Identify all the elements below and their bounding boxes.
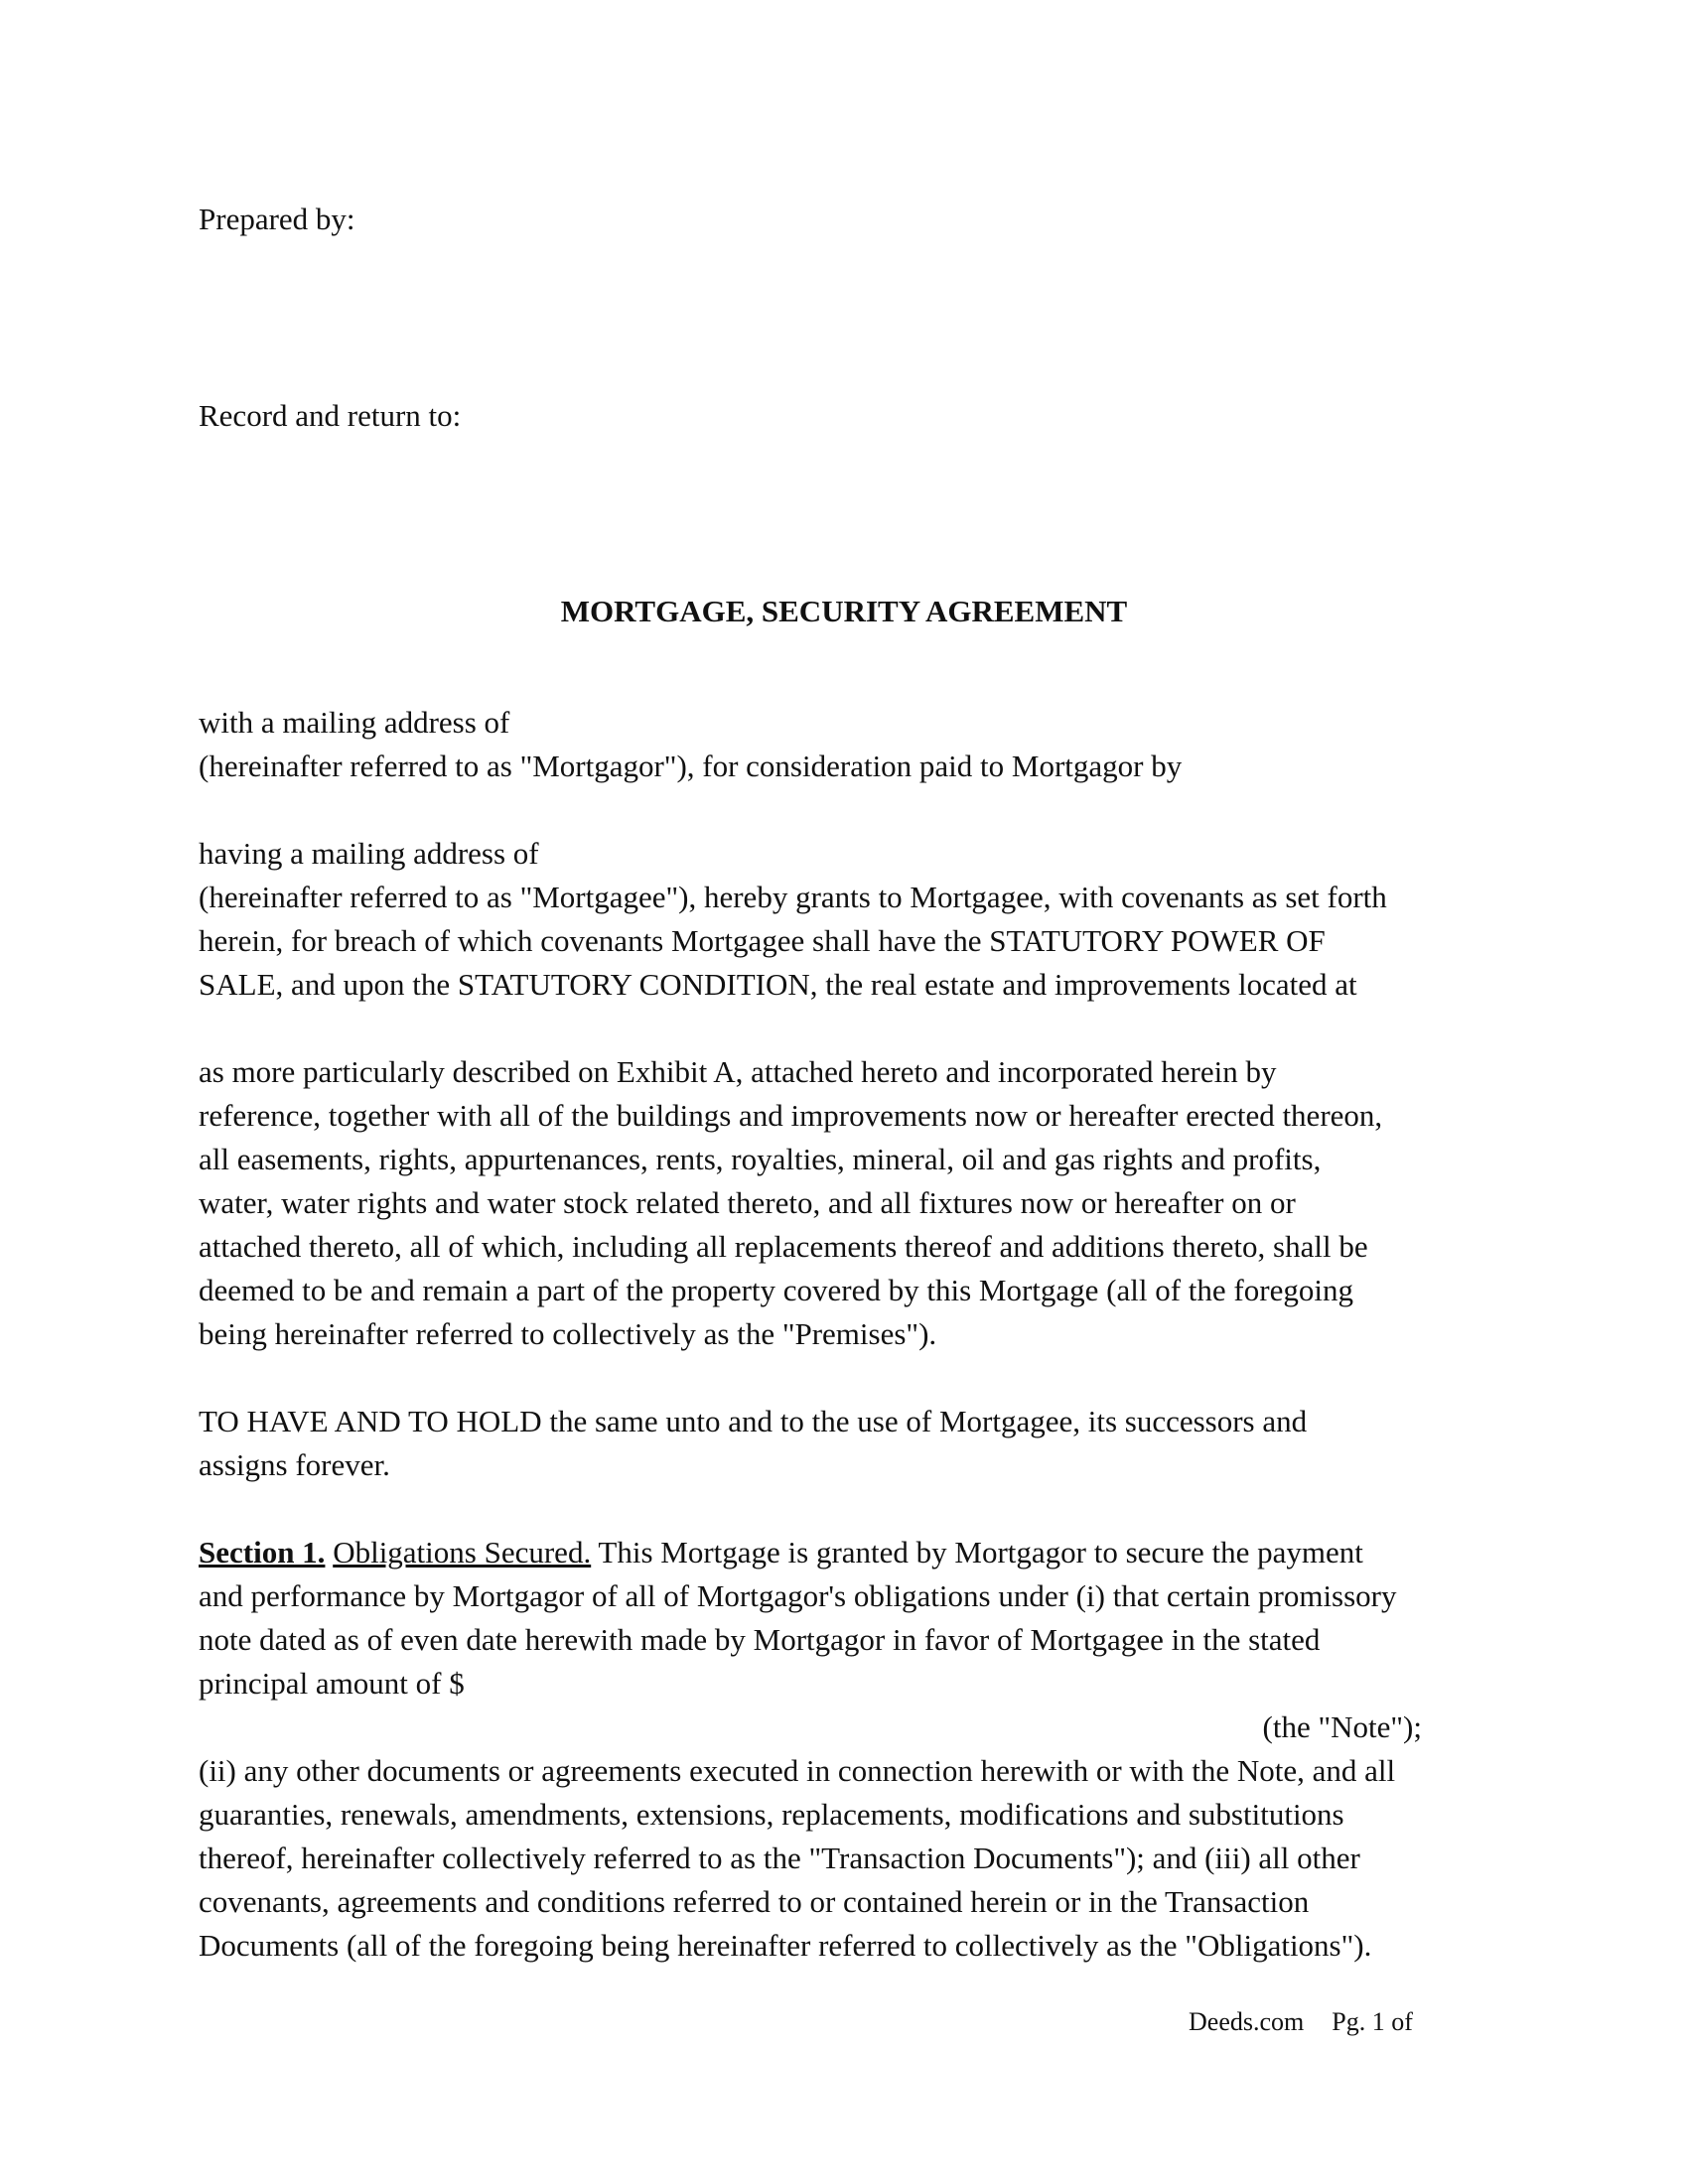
para3-line: attached thereto, all of which, including all replacements thereof and additions thereto, shall be [199,1229,1368,1264]
section1-line: Documents (all of the foregoing being hereinafter referred to collectively as the "Obligations"). [199,1928,1372,1963]
para4-line: assigns forever. [199,1447,390,1482]
para3-line: all easements, rights, appurtenances, rents, royalties, mineral, oil and gas rights and profits, [199,1142,1322,1176]
para3-line: as more particularly described on Exhibit A, attached hereto and incorporated herein by [199,1054,1277,1089]
section1-line: principal amount of $ [199,1666,465,1701]
section1-line: thereof, hereinafter collectively referred to as the "Transaction Documents"); and (iii) all other [199,1841,1360,1875]
page-footer [1189,2007,1413,2037]
para3-line: water, water rights and water stock related thereto, and all fixtures now or hereafter on or [199,1185,1296,1220]
section1-line: guaranties, renewals, amendments, extensions, replacements, modifications and substitutions [199,1797,1344,1832]
prepared-by-label: Prepared by: [199,202,355,236]
section1-line: (ii) any other documents or agreements executed in connection herewith or with the Note, and all [199,1753,1396,1788]
para2-line: herein, for breach of which covenants Mortgagee shall have the STATUTORY POWER OF [199,923,1326,958]
para1-line: with a mailing address of [199,705,510,740]
document-title: MORTGAGE, SECURITY AGREEMENT [560,594,1128,628]
para1-line: (hereinafter referred to as "Mortgagor"), for consideration paid to Mortgagor by [199,749,1183,783]
section1-line: covenants, agreements and conditions referred to or contained herein or in the Transaction [199,1884,1310,1919]
section1-line: and performance by Mortgagor of all of Mortgagor's obligations under (i) that certain promissory [199,1578,1397,1613]
section1-label: Section 1. [199,1535,326,1570]
para3-line: deemed to be and remain a part of the property covered by this Mortgage (all of the foregoing [199,1273,1353,1307]
section1-first-line [199,1535,1363,1570]
section1-line: note dated as of even date herewith made by Mortgagor in favor of Mortgagee in the stated [199,1622,1321,1657]
footer-site: Deeds.com [1189,2007,1305,2036]
footer-page-number: Pg. 1 of [1332,2007,1413,2036]
para2-line: having a mailing address of [199,836,539,871]
note-reference: (the "Note"); [1262,1709,1422,1744]
section1-first-line-rest: This Mortgage is granted by Mortgagor to secure the payment [591,1535,1363,1570]
record-return-label: Record and return to: [199,398,462,433]
para2-line: (hereinafter referred to as "Mortgagee"), hereby grants to Mortgagee, with covenants as set forth [199,880,1387,914]
para4-line: TO HAVE AND TO HOLD the same unto and to the use of Mortgagee, its successors and [199,1404,1308,1438]
para2-line: SALE, and upon the STATUTORY CONDITION, the real estate and improvements located at [199,967,1357,1002]
para3-line: being hereinafter referred to collectively as the "Premises"). [199,1316,937,1351]
para3-line: reference, together with all of the buildings and improvements now or hereafter erected thereon, [199,1098,1383,1133]
section1-heading: Obligations Secured. [333,1535,592,1570]
